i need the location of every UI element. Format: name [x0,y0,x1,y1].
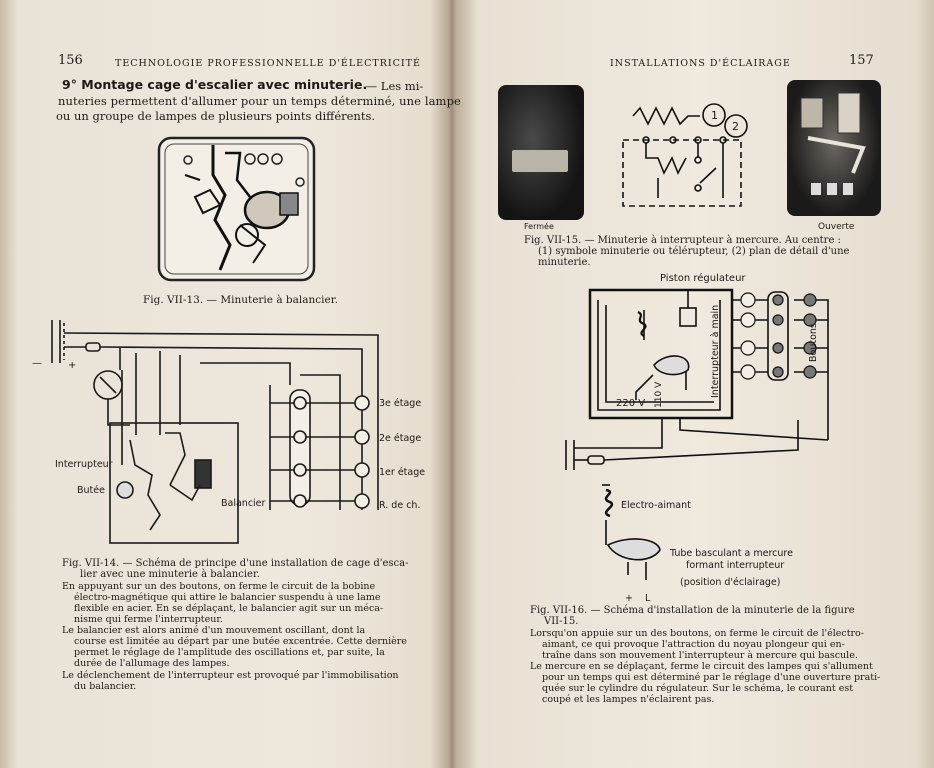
label-ouverte: Ouverte [818,222,855,232]
fig15-photo-open-mechanism [793,88,875,203]
plus-sign: + [68,360,77,371]
label-plus: + [625,593,633,604]
label-etage-2: 2e étage [379,433,422,444]
label-interrupteur-main: Interrupteur à main [710,304,721,398]
right-body-1: Lorsqu'on appuie sur un des boutons, on ferme le circuit de l'électro- [530,628,864,639]
left-body-8: durée de l'allumage des lampes. [74,658,230,669]
label-electro-aimant: Electro-aimant [621,500,691,511]
left-body-2: électro-magnétique qui attire le balancier suspendu à une lame [74,592,381,603]
label-tube-1: Tube basculant a mercure [670,548,793,559]
label-220v: 220 V [616,398,646,409]
left-body-3: flexible en acier. En se déplaçant, le balancier agit sur un méca- [74,603,384,614]
left-body-10: du balancier. [74,681,137,692]
right-body-6: quée sur le cylindre du régulateur. Sur le schéma, le courant est [542,683,854,694]
label-piston: Piston régulateur [660,273,746,284]
fig14-caption-2: lier avec une minuterie à balancier. [80,569,260,580]
label-110v: 110 V [654,381,664,408]
fig16-schematic [558,280,828,590]
left-body-4: nisme qui ferme l'interrupteur. [74,614,223,625]
fig15-caption-1: Fig. VII-15. — Minuterie à interrupteur à mercure. Au centre : [524,235,841,246]
left-body-6: course est limitée au départ par une butée excentrée. Cette dernière [74,636,407,647]
running-head-left: TECHNOLOGIE PROFESSIONNELLE D'ÉLECTRICITÉ [115,58,421,69]
symbol-number-1: 1 [711,109,718,122]
right-body-4: Le mercure en se déplaçant, ferme le circuit des lampes qui s'allument [530,661,873,672]
label-rdc: R. de ch. [379,500,421,511]
section-heading: 9° Montage cage d'escalier avec minuterie. [62,77,368,92]
left-body-9: Le déclenchement de l'interrupteur est provoqué par l'immobilisation [62,670,399,681]
minus-sign: — [32,358,42,369]
fig15-caption-3: minuterie. [538,257,591,268]
label-position: (position d'éclairage) [680,577,781,588]
fig15-caption-2: (1) symbole minuterie ou télérupteur, (2) plan de détail d'une [538,246,850,257]
label-etage-3: 3e étage [379,398,422,409]
intro-line-3: ou un groupe de lampes de plusieurs points différents. [56,109,376,123]
right-body-3: traîne dans son mouvement l'interrupteur à mercure qui bascule. [542,650,858,661]
label-interrupteur: Interrupteur [55,459,113,470]
symbol-number-2: 2 [732,120,739,133]
label-boutons: Boutons [808,323,819,362]
left-body-1: En appuyant sur un des boutons, on ferme le circuit de la bobine [62,581,376,592]
page-number-left: 156 [58,53,83,68]
right-body-7: coupé et les lampes n'éclairent pas. [542,694,715,705]
right-body-5: pour un temps qui est déterminé par le réglage d'une ouverture prati- [542,672,881,683]
fig13-balance-timer-drawing [155,135,320,285]
fig15-photo-closed-label [512,150,568,172]
running-head-right: INSTALLATIONS D'ÉCLAIRAGE [610,58,791,69]
fig16-caption-2: VII-15. [544,616,579,627]
left-body-5: Le balancier est alors animé d'un mouvement oscillant, dont la [62,625,366,636]
label-butee: Butée [77,485,105,496]
label-tube-2: formant interrupteur [686,560,785,571]
label-etage-1: 1er étage [379,467,426,478]
label-l: L [645,593,651,604]
right-body-2: aimant, ce qui provoque l'attraction du noyau plongeur qui en- [542,639,845,650]
fig16-caption-1: Fig. VII-16. — Schéma d'installation de la minuterie de la figure [530,605,855,616]
label-fermee: Fermée [524,222,554,231]
fig13-caption: Fig. VII-13. — Minuterie à balancier. [143,294,338,306]
fig14-caption-1: Fig. VII-14. — Schéma de principe d'une installation de cage d'esca- [62,558,409,569]
label-balancier: Balancier [221,498,266,509]
intro-line-2: nuteries permettent d'allumer pour un temps déterminé, une lampe [58,94,461,108]
page-number-right: 157 [849,53,874,68]
intro-line-1: — Les mi- [362,79,424,93]
left-page [0,0,461,768]
fig15-symbol-diagram [618,98,758,213]
right-page [458,0,934,768]
left-body-7: permet le réglage de l'amplitude des oscillations et, par suite, la [74,647,385,658]
